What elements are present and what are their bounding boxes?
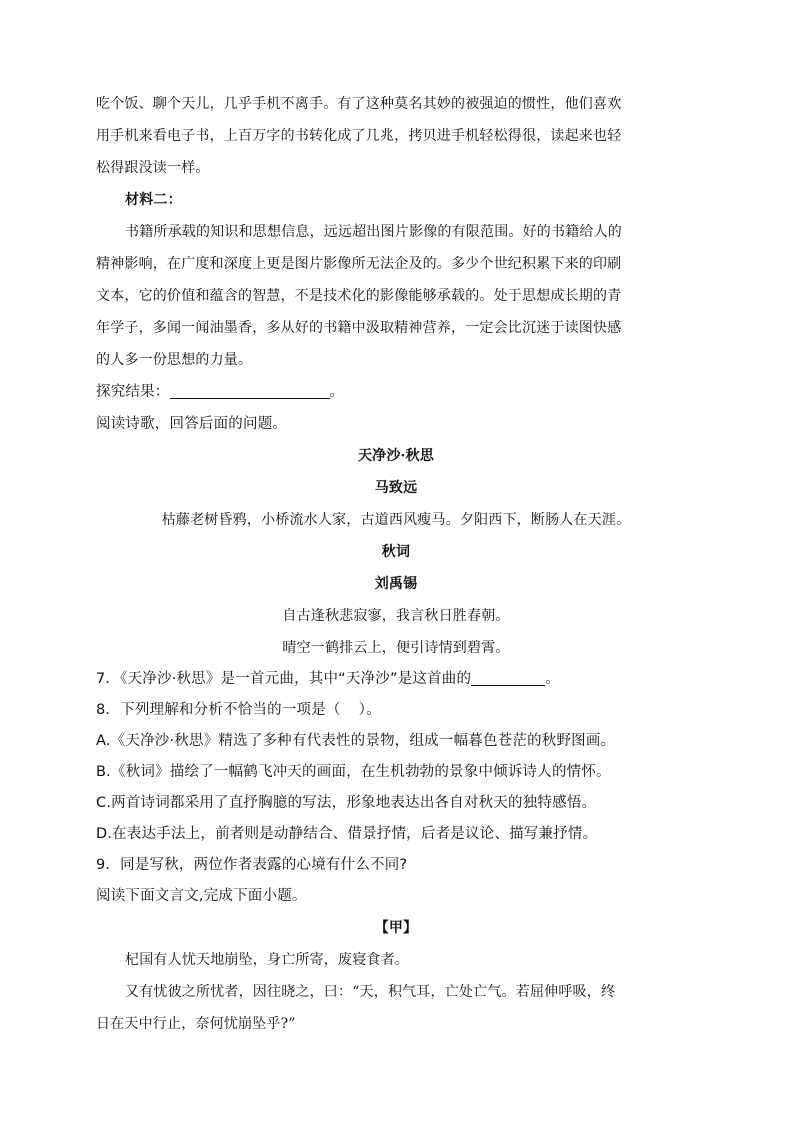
material1-line-1: 吃个饭、聊个天儿，几乎手机不离手。有了这种莫名其妙的被强迫的惯性，他们喜欢 (96, 96, 622, 112)
question-7-text: 7．《天净沙·秋思》是一首元曲，其中“天净沙”是这首曲的 (96, 671, 472, 687)
explore-label: 探究结果： (96, 384, 170, 400)
poem1-author: 马致远 (374, 480, 418, 496)
question-8-stem-b: ）。 (358, 702, 381, 718)
question-7 (96, 664, 696, 695)
question-8-option-b: B.《秋词》描绘了一幅鹤飞冲天的画面，在生机勃勃的景象中倾诉诗人的情怀。 (96, 764, 611, 780)
material2-line-1: 书籍所承载的知识和思想信息，远远超出图片影像的有限范围。好的书籍给人的 (125, 224, 622, 240)
poem2-line-2: 晴空一鹤排云上，便引诗情到碧霄。 (282, 640, 510, 656)
question-7-end: 。 (545, 671, 560, 687)
poem1-text: 枯藤老树昏鸦，小桥流水人家，古道西风瘦马。夕阳西下，断肠人在天涯。 (161, 512, 631, 528)
explore-answer-blank[interactable] (170, 380, 330, 399)
question-8-option-c: C.两首诗词都采用了直抒胸臆的写法，形象地表达出各自对秋天的独特感悟。 (96, 795, 597, 811)
classical-line-1: 杞国有人忧天地崩坠，身亡所寄，废寝食者。 (125, 952, 409, 968)
poem1-title: 天净沙·秋思 (357, 448, 435, 464)
explore-end: 。 (329, 384, 345, 400)
poem2-author: 刘禹锡 (374, 576, 418, 592)
question-8-option-d: D.在表达手法上，前者则是动静结合、借景抒情，后者是议论、描写兼抒情。 (96, 826, 598, 842)
poem2-line-1: 自古逢秋悲寂寥，我言秋日胜春朝。 (282, 608, 510, 624)
material2-line-4: 年学子，多闻一闻油墨香，多从好的书籍中汲取精神营养，一定会比沉迷于读图快感 (96, 320, 622, 336)
classical-heading: 【甲】 (374, 920, 418, 936)
material1-line-3: 松得跟没读一样。 (96, 160, 210, 176)
classical-line-2: 又有忧彼之所忧者，因往晓之，曰：“天，积气耳，亡处亡气。若屈伸呼吸，终 (125, 984, 616, 1000)
question-8-option-a: A.《天净沙·秋思》精选了多种有代表性的景物，组成一幅暮色苍茫的秋野图画。 (96, 733, 616, 749)
material2-line-5: 的人多一份思想的力量。 (96, 352, 253, 368)
material1-line-2: 用手机来看电子书，上百万字的书转化成了几兆，拷贝进手机轻松得很，读起来也轻 (96, 128, 622, 144)
document-page (96, 88, 696, 1040)
question-8-stem-a: 8．下列理解和分析不恰当的一项是（ (96, 702, 341, 718)
explore-result (96, 376, 696, 408)
material2-line-2: 精神影响，在广度和深度上更是图片影像所无法企及的。多少个世纪积累下来的印刷 (96, 256, 622, 272)
material2-line-3: 文本，它的价值和蕴含的智慧，不是技术化的影像能够承载的。处于思想成长期的青 (96, 288, 622, 304)
question-7-blank[interactable] (471, 667, 545, 686)
classical-line-3: 日在天中行止，奈何忧崩坠乎?” (96, 1016, 296, 1032)
classical-intro: 阅读下面文言文,完成下面小题。 (96, 888, 307, 904)
material2-heading: 材料二： (125, 192, 182, 208)
poem2-title: 秋词 (381, 544, 411, 560)
poem-intro: 阅读诗歌，回答后面的问题。 (96, 416, 288, 432)
question-9: 9．同是写秋，两位作者表露的心境有什么不同? (96, 857, 408, 873)
question-8-stem (96, 695, 696, 726)
